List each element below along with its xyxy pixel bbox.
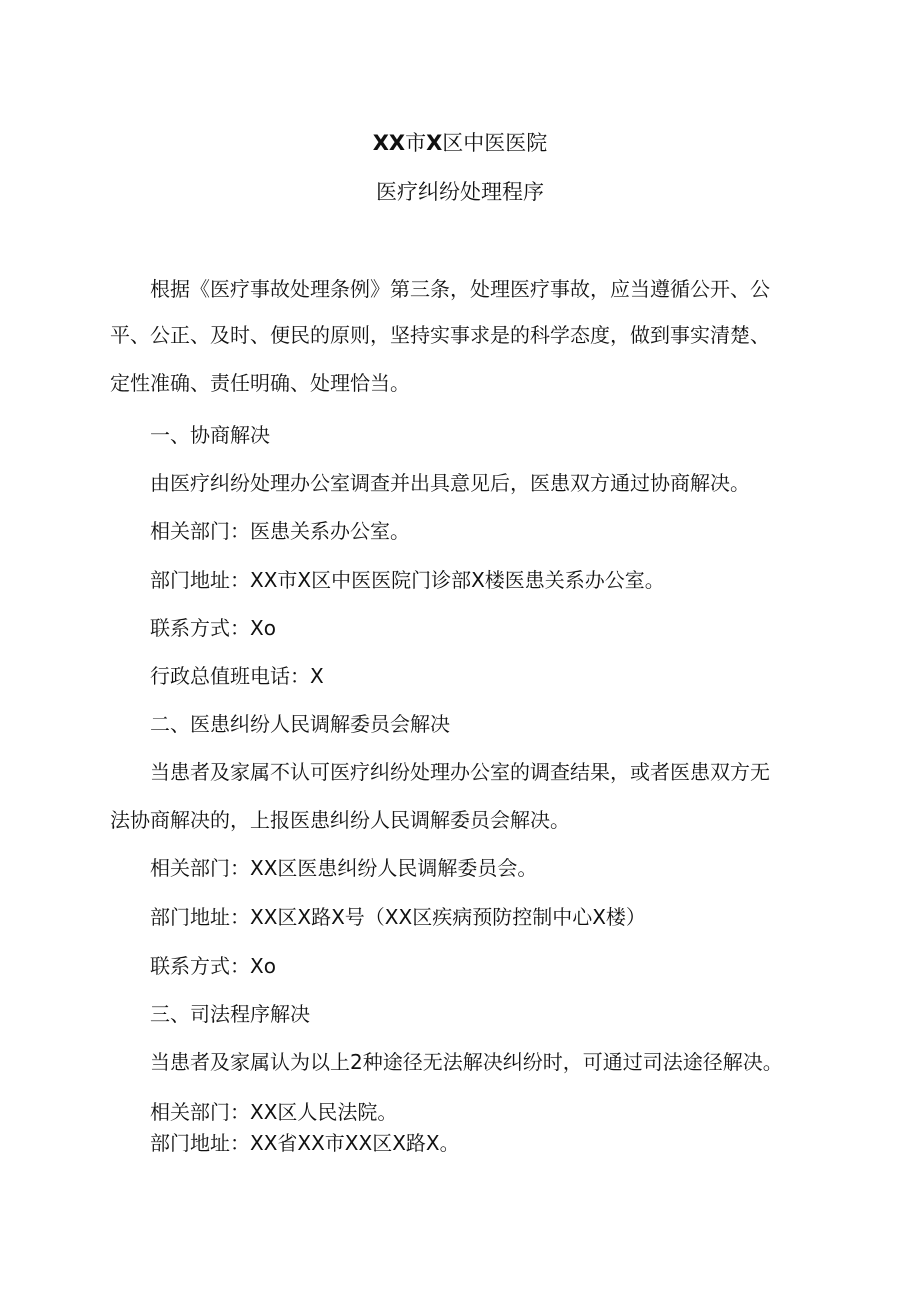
section-2-address: 部门地址：XX区X路X号（XX区疾病预防控制中心X楼） <box>150 905 646 929</box>
intro-line-2: 平、公正、及时、便民的原则，坚持实事求是的科学态度，做到事实清楚、 <box>110 323 770 347</box>
document-title-hospital <box>0 128 920 158</box>
section-3-address: 部门地址：XX省XX市XX区X路X。 <box>150 1131 460 1155</box>
section-2-department: 相关部门：XX区医患纠纷人民调解委员会。 <box>150 856 538 880</box>
title-city: 市 <box>405 131 427 155</box>
intro-line-3: 定性准确、责任明确、处理恰当。 <box>110 371 410 395</box>
section-2-description-line-2: 法协商解决的，上报医患纠纷人民调解委员会解决。 <box>110 808 570 832</box>
section-3-description: 当患者及家属认为以上2种途径无法解决纠纷时，可通过司法途径解决。 <box>150 1050 783 1074</box>
intro-line-1: 根据《医疗事故处理条例》第三条，处理医疗事故，应当遵循公开、公 <box>150 277 770 301</box>
section-2-contact: 联系方式：Xo <box>150 954 276 978</box>
section-1-description: 由医疗纠纷处理办公室调查并出具意见后，医患双方通过协商解决。 <box>150 471 750 495</box>
section-3-heading: 三、司法程序解决 <box>150 1002 310 1026</box>
title-district-code: X <box>426 131 443 155</box>
section-3-department: 相关部门：XX区人民法院。 <box>150 1100 398 1124</box>
section-1-department: 相关部门：医患关系办公室。 <box>150 519 410 543</box>
section-1-contact: 联系方式：Xo <box>150 616 276 640</box>
section-1-duty-phone: 行政总值班电话：X <box>150 664 324 688</box>
document-title-procedure: 医疗纠纷处理程序 <box>376 180 544 204</box>
section-1-heading: 一、协商解决 <box>150 423 270 447</box>
section-1-address: 部门地址：XX市X区中医医院门诊部X楼医患关系办公室。 <box>150 568 665 592</box>
title-hospital-name: 区中医医院 <box>442 131 548 155</box>
section-2-heading: 二、医患纠纷人民调解委员会解决 <box>150 712 450 736</box>
section-2-description-line-1: 当患者及家属不认可医疗纠纷处理办公室的调查结果，或者医患双方无 <box>150 760 770 784</box>
title-prefix: XX <box>372 131 406 155</box>
